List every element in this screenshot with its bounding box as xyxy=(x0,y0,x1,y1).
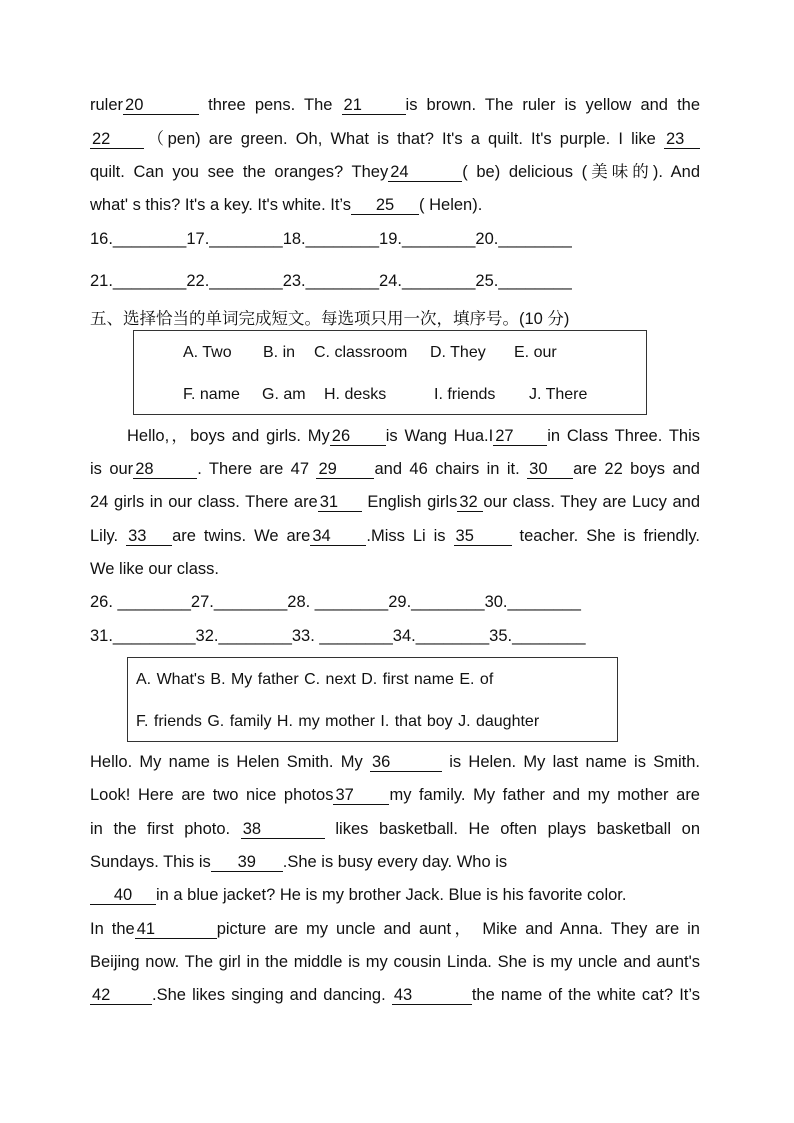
passage2-line-1: Hello,，boys and girls. My 26 is Wang Hua.I 27 in Class Three. This xyxy=(127,427,700,445)
option-h: H. desks xyxy=(324,386,387,403)
blank-36[interactable]: 36 xyxy=(370,753,442,772)
passage3-line-6: In the 41 picture are my uncle and aunt， Mike and Anna. They are in xyxy=(90,920,700,938)
passage2-line-2: is our 28 . There are 47 29 and 46 chairs in it. 30 are 22 boys and xyxy=(90,460,700,478)
blank-38[interactable]: 38 xyxy=(241,820,325,839)
blank-20[interactable]: 20 xyxy=(123,96,199,115)
passage2-line-3: 24 girls in our class. There are 31 English girls 32 our class. They are Lucy and xyxy=(90,493,700,511)
blank-35[interactable]: 35 xyxy=(454,527,512,546)
option-c: C. classroom xyxy=(314,344,408,361)
options-row-2: F. friends G. family H. my mother I. that boy J. daughter xyxy=(136,713,540,730)
passage3-line-1: Hello. My name is Helen Smith. My 36 is Helen. My last name is Smith. xyxy=(90,753,700,771)
answer-line-26-30: 26. ________27.________28. ________29.________30.________ xyxy=(90,593,581,611)
passage3-line-5: 40 in a blue jacket? He is my brother Jack. Blue is his favorite color. xyxy=(90,884,700,906)
blank-22[interactable]: 22 xyxy=(90,130,144,149)
options-box-2 xyxy=(127,657,618,742)
section-5-heading: 五、选择恰当的单词完成短文。每选项只用一次，填序号。(10 分) xyxy=(90,310,570,328)
blank-21[interactable]: 21 xyxy=(342,96,406,115)
blank-23[interactable]: 23 xyxy=(664,130,700,149)
passage2-line-4: Lily. 33 are twins. We are 34 .Miss Li is 35 teacher. She is friendly. xyxy=(90,527,700,545)
passage2-line-5: We like our class. xyxy=(90,560,219,578)
blank-27[interactable]: 27 xyxy=(493,427,547,446)
passage3-line-8: 42 .She likes singing and dancing. 43 the name of the white cat? It’s xyxy=(92,986,700,1004)
passage1-line-3: quilt. Can you see the oranges? They 24 ( be) delicious (美味的). And xyxy=(90,163,700,181)
passage3-line-2: Look! Here are two nice photos 37 my family. My father and my mother are xyxy=(90,786,700,804)
options-row-1: A. What's B. My father C. next D. first name E. of xyxy=(136,671,494,688)
option-b: B. in xyxy=(263,344,296,361)
blank-31[interactable]: 31 xyxy=(318,493,362,512)
option-j: J. There xyxy=(529,386,588,403)
blank-40[interactable]: 40 xyxy=(90,886,156,905)
answer-line-16-20: 16.________17.________18.________19.________20.________ xyxy=(90,230,572,248)
blank-37[interactable]: 37 xyxy=(333,786,389,805)
passage3-line-3: in the first photo. 38 likes basketball. He often plays basketball on xyxy=(90,820,700,838)
option-i: I. friends xyxy=(434,386,496,403)
passage3-line-7: Beijing now. The girl in the middle is my cousin Linda. She is my uncle and aunt's xyxy=(90,953,700,971)
answer-line-21-25: 21.________22.________23.________24.________25.________ xyxy=(90,272,572,290)
blank-30[interactable]: 30 xyxy=(527,460,573,479)
passage1-line-4: what' s this? It's a key. It's white. It’s 25 ( Helen). xyxy=(90,196,483,214)
blank-43[interactable]: 43 xyxy=(392,986,472,1005)
blank-26[interactable]: 26 xyxy=(330,427,386,446)
option-a: A. Two xyxy=(183,344,232,361)
blank-41[interactable]: 41 xyxy=(135,920,217,939)
answer-line-31-35: 31._________32.________33. ________34.________35.________ xyxy=(90,627,586,645)
passage1-line-2: 22 （pen) are green. Oh, What is that? It's a quilt. It's purple. I like 23 xyxy=(90,128,700,150)
options-box-1 xyxy=(133,330,647,415)
blank-24[interactable]: 24 xyxy=(388,163,462,182)
passage3-line-4: Sundays. This is 39 .She is busy every day. Who is xyxy=(90,853,508,871)
option-f: F. name xyxy=(183,386,240,403)
passage1-line-1: ruler 20 three pens. The 21 is brown. The ruler is yellow and the xyxy=(90,96,701,114)
blank-28[interactable]: 28 xyxy=(133,460,197,479)
option-g: G. am xyxy=(262,386,306,403)
option-d: D. They xyxy=(430,344,486,361)
blank-42[interactable]: 42 xyxy=(90,986,152,1005)
blank-33[interactable]: 33 xyxy=(126,527,172,546)
blank-29[interactable]: 29 xyxy=(316,460,374,479)
blank-32[interactable]: 32 xyxy=(457,493,483,512)
blank-34[interactable]: 34 xyxy=(310,527,366,546)
blank-39[interactable]: 39 xyxy=(211,853,283,872)
option-e: E. our xyxy=(514,344,557,361)
blank-25[interactable]: 25 xyxy=(351,196,419,215)
